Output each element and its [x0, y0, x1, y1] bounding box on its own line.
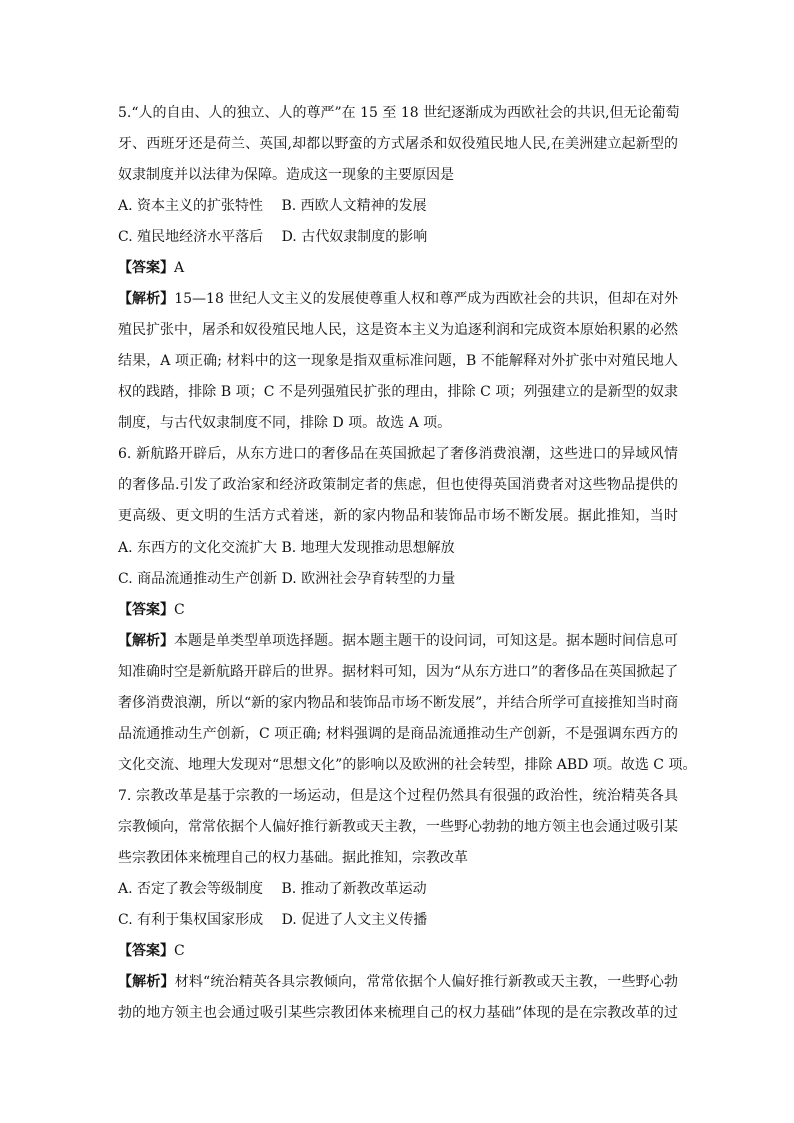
q5-analysis-line-3: 结果，A 项正确; 材料中的这一现象是指双重标准问题，B 不能解释对外扩张中对殖民地人	[118, 353, 678, 369]
analysis-text: 本题是单类型单项选择题。据本题主题干的设问词，可知这是。据本题时间信息可	[174, 633, 678, 649]
q6-stem-line-3: 更高级、更文明的生活方式着迷，新的家内物品和装饰品市场不断发展。据此推知，当时	[118, 508, 678, 524]
q7-options-ab: A. 否定了教会等级制度 B. 推动了新教改革运动	[118, 881, 427, 897]
analysis-text: 15—18 世纪人文主义的发展使尊重人权和尊严成为西欧社会的共识，但却在对外	[174, 291, 679, 307]
q7-stem-line-1: 7. 宗教改革是基于宗教的一场运动，但是这个过程仍然具有很强的政治性，统治精英各具	[118, 788, 678, 804]
q7-stem-line-3: 些宗教团体来梳理自己的权力基础。据此推知，宗教改革	[118, 850, 468, 866]
analysis-text: 材料“统治精英各具宗教倾向，常常依据个人偏好推行新教或天主教，一些野心勃	[174, 974, 679, 990]
q5-options-cd: C. 殖民地经济水平落后 D. 古代奴隶制度的影响	[118, 229, 428, 245]
q5-analysis-line-2: 殖民扩张中，屠杀和奴役殖民地人民，这是资本主义为追逐利润和完成资本原始积累的必然	[118, 322, 678, 338]
q6-analysis-line-4: 品流通推动生产创新，C 项正确; 材料强调的是商品流通推动生产创新，不是强调东西方的	[118, 726, 678, 742]
q6-options-cd: C. 商品流通推动生产创新 D. 欧洲社会孕育转型的力量	[118, 571, 456, 587]
q6-stem-line-2: 的奢侈品.引发了政治家和经济政策制定者的焦虑，但也使得英国消费者对这些物品提供的	[118, 477, 678, 493]
q5-stem-line-2: 牙、西班牙还是荷兰、英国,却都以野蛮的方式屠杀和奴役殖民地人民,在美洲建立起新型的	[118, 136, 678, 152]
answer-label: 【答案】	[118, 260, 174, 276]
analysis-label: 【解析】	[118, 633, 174, 649]
q7-analysis-line-1	[118, 973, 678, 991]
q6-analysis-line-2: 知准确时空是新航路开辟后的世界。据材料可知，因为“从东方进口”的奢侈品在英国掀起了	[118, 664, 679, 680]
q6-options-ab: A. 东西方的文化交流扩大 B. 地理大发现推动思想解放	[118, 540, 455, 556]
q7-stem-line-2: 宗教倾向，常常依据个人偏好推行新教或天主教，一些野心勃勃的地方领主也会通过吸引某	[118, 819, 678, 835]
q6-stem-line-1: 6. 新航路开辟后，从东方进口的奢侈品在英国掀起了奢侈消费浪潮，这些进口的异域风情	[118, 446, 678, 462]
q7-analysis-line-2: 勃的地方领主也会通过吸引某些宗教团体来梳理自己的权力基础”体现的是在宗教改革的过	[118, 1005, 678, 1021]
q5-options-ab: A. 资本主义的扩张特性 B. 西欧人文精神的发展	[118, 198, 427, 214]
q6-analysis-line-3: 奢侈消费浪潮，所以“新的家内物品和装饰品市场不断发展”，并结合所学可直接推知当时商	[118, 695, 679, 711]
q5-analysis-line-4: 权的践踏，排除 B 项；C 不是列强殖民扩张的理由，排除 C 项；列强建立的是新型的奴隶	[118, 384, 678, 400]
analysis-label: 【解析】	[118, 974, 175, 990]
q5-stem-line-1: 5.“人的自由、人的独立、人的尊严”在 15 至 18 世纪逐渐成为西欧社会的共识,但无论葡萄	[118, 105, 680, 121]
answer-value: C	[174, 943, 185, 959]
q7-answer	[118, 942, 678, 960]
q5-analysis-line-1	[118, 290, 678, 308]
answer-label: 【答案】	[118, 943, 174, 959]
answer-label: 【答案】	[118, 602, 174, 618]
answer-value: A	[174, 260, 185, 276]
q6-analysis-line-5: 文化交流、地理大发现对“思想文化”的影响以及欧洲的社会转型，排除 ABD 项。故选 C 项。	[118, 757, 697, 773]
q5-stem-line-3: 奴隶制度并以法律为保障。造成这一现象的主要原因是	[118, 167, 454, 183]
analysis-label: 【解析】	[118, 291, 175, 307]
q6-analysis-line-1	[118, 632, 678, 650]
q6-answer	[118, 601, 678, 619]
answer-value: C	[174, 602, 185, 618]
q5-answer	[118, 259, 678, 277]
q7-options-cd: C. 有利于集权国家形成 D. 促进了人文主义传播	[118, 912, 428, 928]
q5-analysis-line-5: 制度，与古代奴隶制度不同，排除 D 项。故选 A 项。	[118, 415, 452, 431]
